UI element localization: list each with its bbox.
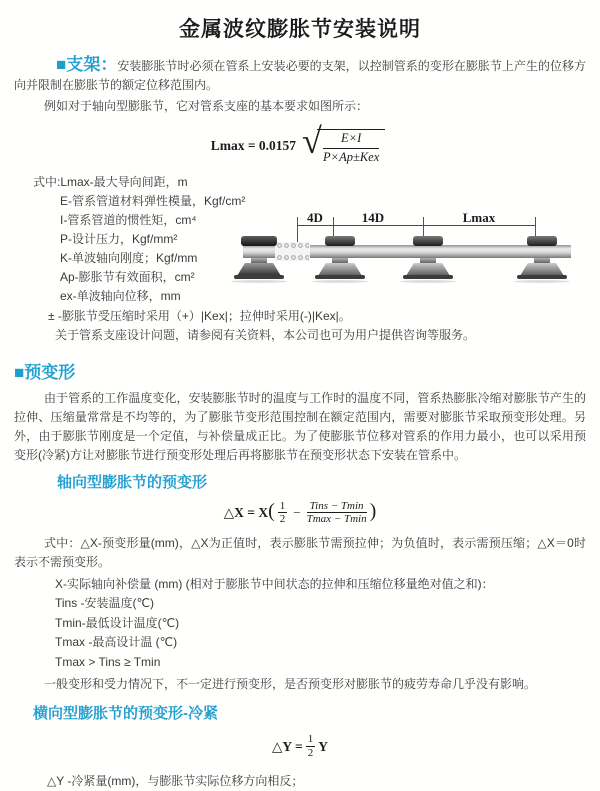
- support-example-text: 例如对于轴向型膨胀节，它对管系支座的基本要求如图所示：: [44, 99, 369, 113]
- axial-subheading: 轴向型膨胀节的预变形: [57, 473, 208, 491]
- lateral-formula-tail: Y: [318, 738, 328, 754]
- close-paren: ): [369, 500, 377, 523]
- temperature-fraction: Tins − Tmin Tmax − Tmin: [306, 499, 367, 526]
- axial-item: X-实际轴向补偿量 (mm) (相对于膨胀节中间状态的拉伸和压缩位移量绝对值之和)：: [55, 576, 494, 591]
- preform-heading-text: 预变形: [24, 362, 76, 382]
- axial-item: Tins -安装温度(℃): [55, 596, 155, 611]
- axial-explain-text: 式中：△X-预变形量(mm)，△X为正值时，表示膨胀节需预拉伸；为负值时，表示需预压缩；△X＝0时表示不需预变形。: [14, 535, 586, 569]
- definition-item: K-单波轴向刚度；Kgf/mm: [60, 250, 198, 265]
- axial-item: Tmax -最高设计温 (℃): [55, 635, 178, 650]
- blue-square-icon: ■: [14, 362, 25, 382]
- dimension-label-4d: 4D: [307, 210, 323, 225]
- lateral-formula-lead: △Y =: [272, 738, 303, 754]
- preform-body-text: 由于管系的工作温度变化，安装膨胀节时的温度与工作时的温度不同，管系热膨胀冷缩对膨胀节产生的拉伸、压缩量常常是不均等的，为了膨胀节变形范围控制在额定范围内，需要对膨胀节采取预变形处理。另外，由于膨胀节刚度是一个定值，与补偿量成正比。为了使膨胀节位移对管系的作用力最小，也可以采用预变形(冷紧)方让对膨胀节进行预变形处理后再将膨胀节在预变形状态下安装在管系中。: [14, 390, 586, 462]
- page-title: 金属波纹膨胀节安装说明: [179, 18, 421, 41]
- axial-items-list: [55, 576, 600, 672]
- fraction-numerator: √ E×I: [323, 131, 379, 149]
- pipe-support-diagram: [238, 205, 578, 287]
- document-page: [0, 13, 600, 788]
- pipe-anchor: [231, 205, 287, 287]
- pipe-support: [312, 205, 368, 287]
- axial-note-text: 一般变形和受力情况下，不一定进行预变形，是否预变形对膨胀节的疲劳寿命几乎没有影响。: [44, 677, 537, 692]
- one-half-fraction: 1 2: [279, 499, 286, 526]
- lateral-formula: [0, 733, 600, 759]
- pipe-support: [400, 205, 456, 287]
- dimension-label-lmax: Lmax: [462, 210, 496, 225]
- definition-item: Ap-膨胀节有效面积，cm²: [60, 269, 195, 284]
- definition-item: I-管系管道的惯性矩，cm⁴: [60, 212, 197, 227]
- definition-item: P-设计压力，Kgf/mm²: [60, 231, 178, 246]
- plus-minus-note: ± -膨胀节受压缩时采用（+）|Kex|；拉伸时采用(-)|Kex|。: [48, 308, 351, 323]
- lmax-formula-fraction: [323, 131, 379, 165]
- minus-operator: −: [293, 504, 301, 520]
- open-paren: (: [268, 500, 275, 523]
- support-intro-paragraph: [14, 55, 586, 95]
- definitions-intro: 式中:Lmax-最大导向间距，m: [33, 174, 188, 189]
- axial-formula-lead: △X = X: [223, 504, 269, 520]
- axial-formula: [0, 500, 600, 526]
- axial-item: Tmax > Tins ≥ Tmin: [55, 654, 161, 669]
- preform-section-heading: [14, 358, 586, 383]
- lateral-note-text: △Y -冷紧量(mm)，与膨胀节实际位移方向相反；: [47, 773, 304, 788]
- lmax-formula: [0, 126, 600, 166]
- blue-square-icon: ■: [56, 55, 67, 74]
- definition-item: E-管系管道材料弹性模量，Kgf/cm²: [60, 193, 246, 208]
- lateral-subheading: 横向型膨胀节的预变形-冷紧: [33, 705, 218, 723]
- support-section-label: 支架：: [66, 55, 118, 74]
- square-root-sign: [302, 126, 389, 166]
- one-half-fraction: $\frac{1}{2}$: [307, 733, 314, 760]
- fraction-denominator: P×Ap±Kex: [323, 149, 380, 164]
- lmax-formula-lhs: Lmax = 0.0157: [210, 137, 297, 153]
- dimension-label-14d: 14D: [361, 210, 385, 225]
- definition-item: ex-单波轴向位移，mm: [60, 288, 181, 303]
- consulting-note: 关于管系支座设计问题，请参阅有关资料，本公司也可为用户提供咨询等服务。: [55, 327, 476, 342]
- pipe-support: [514, 205, 570, 287]
- support-intro-text: 安装膨胀节时必须在管系上安装必要的支架，以控制管系的变形在膨胀节上产生的位移方向并限制在膨胀节的额定位移范围内。: [14, 59, 586, 92]
- axial-item: Tmin-最低设计温度(℃): [55, 615, 180, 630]
